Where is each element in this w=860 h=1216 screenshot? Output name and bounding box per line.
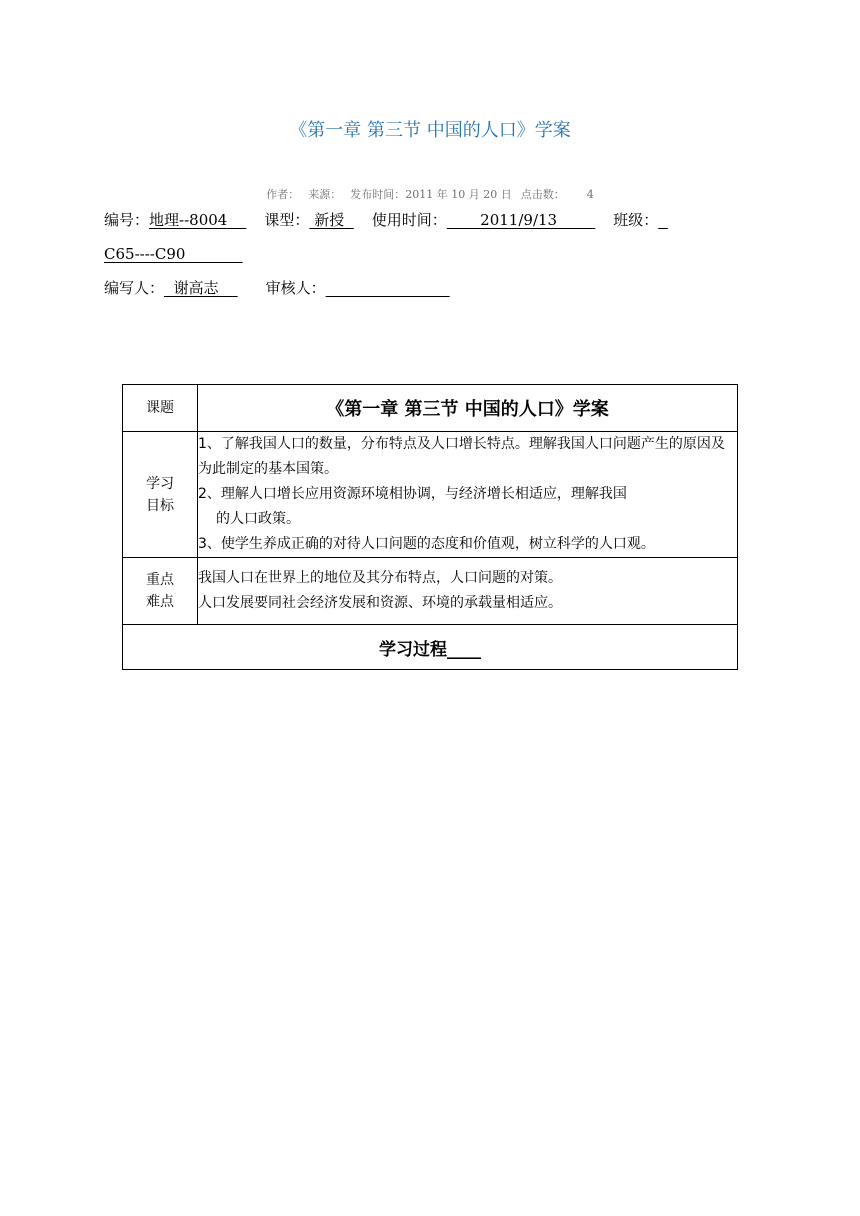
topic-label: 课题 — [123, 385, 198, 432]
objectives-label: 学习 目标 — [123, 432, 198, 558]
topic-row — [123, 385, 738, 432]
use-time-label: 使用时间： — [371, 211, 447, 229]
info-row-author — [104, 278, 450, 298]
info-row-code — [104, 210, 668, 230]
code-value: 地理--8004 — [149, 211, 228, 229]
topic-value: 《第一章 第三节 中国的人口》学案 — [198, 385, 738, 432]
reviewer-label: 审核人： — [265, 279, 326, 297]
objective-1: 1、了解我国人口的数量，分布特点及人口增长特点。理解我国人口问题产生的原因及为此制定的基本国策。 — [198, 436, 725, 477]
reviewer-value — [326, 279, 450, 297]
class-label: 班级： — [613, 211, 659, 229]
objective-2-continued: 的人口政策。 — [216, 511, 300, 527]
code-label: 编号： — [104, 211, 150, 229]
source-meta: 来源： — [308, 188, 342, 201]
objective-2: 2、理解人口增长应用资源环境相协调，与经济增长相适应，理解我国 — [198, 486, 627, 502]
objective-3: 3、使学生养成正确的对待人口问题的态度和价值观，树立科学的人口观。 — [198, 536, 655, 552]
key-points-label: 重点 难点 — [123, 558, 198, 625]
key-points-row — [123, 558, 738, 625]
objectives-row — [123, 432, 738, 558]
use-time-value: 2011/9/13 — [480, 211, 558, 229]
type-value: 新授 — [314, 211, 345, 229]
publish-meta: 发布时间：2011 年 10 月 20 日 — [350, 188, 512, 201]
key-point-2: 人口发展要同社会经济发展和资源、环境的承载量相适应。 — [198, 595, 562, 611]
key-points-content — [198, 558, 738, 625]
type-label: 课型： — [264, 211, 310, 229]
class-value: C65----C90 — [104, 245, 186, 263]
lesson-plan-table — [122, 384, 738, 670]
clicks-meta-value: 4 — [586, 188, 594, 201]
meta-line — [0, 186, 860, 202]
author-label: 编写人： — [104, 279, 165, 297]
author-value: 谢高志 — [173, 279, 219, 297]
learning-process-heading: 学习过程____ — [123, 625, 738, 670]
key-point-1: 我国人口在世界上的地位及其分布特点，人口问题的对策。 — [198, 570, 562, 586]
process-row — [123, 625, 738, 670]
clicks-meta-label: 点击数： — [520, 188, 565, 201]
page-title: 《第一章 第三节 中国的人口》学案 — [289, 120, 571, 141]
info-row-class — [104, 244, 243, 264]
objectives-content — [198, 432, 738, 558]
author-meta: 作者： — [266, 188, 300, 201]
